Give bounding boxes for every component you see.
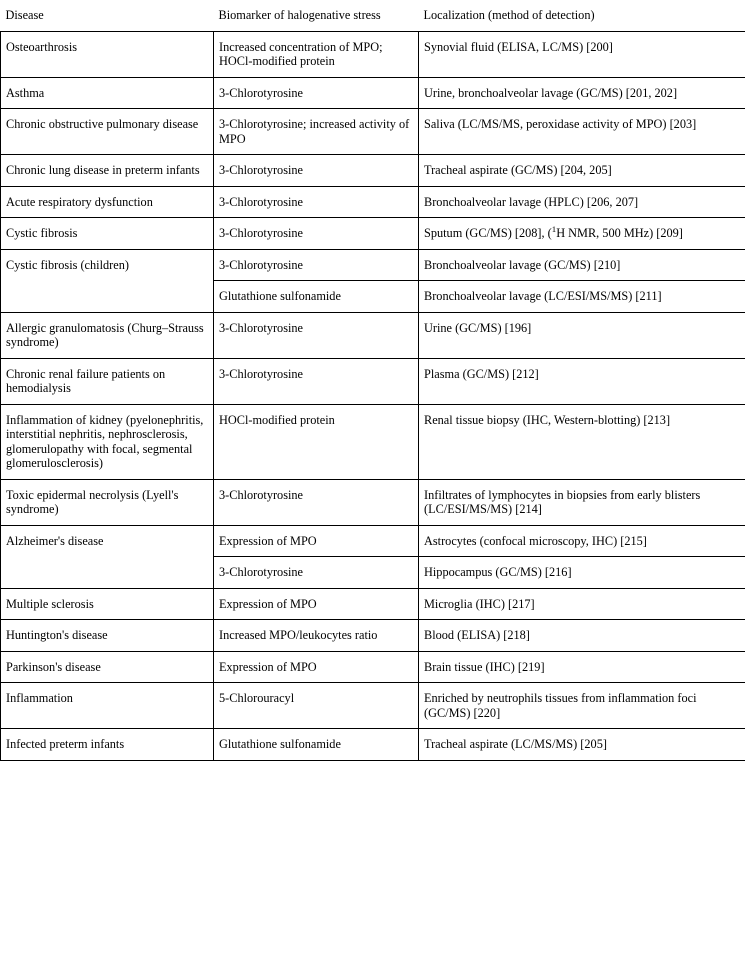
cell-localization: Synovial fluid (ELISA, LC/MS) [200]	[419, 31, 745, 77]
table-row	[1, 249, 745, 281]
cell-biomarker: 3-Chlorotyrosine	[214, 312, 419, 358]
table-row	[1, 358, 745, 404]
cell-localization: Blood (ELISA) [218]	[419, 620, 745, 652]
cell-biomarker: Expression of MPO	[214, 651, 419, 683]
cell-localization: Plasma (GC/MS) [212]	[419, 358, 745, 404]
cell-localization: Renal tissue biopsy (IHC, Western-blotting) [213]	[419, 404, 745, 479]
table-header	[1, 0, 745, 31]
cell-biomarker: 3-Chlorotyrosine	[214, 358, 419, 404]
cell-localization: Hippocampus (GC/MS) [216]	[419, 557, 745, 589]
cell-localization: Enriched by neutrophils tissues from inflammation foci (GC/MS) [220]	[419, 683, 745, 729]
cell-disease: Chronic obstructive pulmonary disease	[1, 109, 214, 155]
table-row	[1, 404, 745, 479]
cell-disease: Chronic renal failure patients on hemodialysis	[1, 358, 214, 404]
cell-disease: Inflammation of kidney (pyelonephritis, interstitial nephritis, nephrosclerosis, glomerulopathy with focal, segmental glomerulosclerosis)	[1, 404, 214, 479]
cell-disease: Acute respiratory dysfunction	[1, 186, 214, 218]
header-row	[1, 0, 745, 31]
column-header-localization: Localization (method of detection)	[423, 8, 595, 22]
cell-biomarker: 3-Chlorotyrosine	[214, 249, 419, 281]
cell-biomarker: 5-Chlorouracyl	[214, 683, 419, 729]
cell-biomarker: Expression of MPO	[214, 588, 419, 620]
table-row	[1, 620, 745, 652]
cell-biomarker: 3-Chlorotyrosine	[214, 479, 419, 525]
cell-localization: Tracheal aspirate (GC/MS) [204, 205]	[419, 155, 745, 187]
cell-biomarker: Increased concentration of MPO; HOCl-modified protein	[214, 31, 419, 77]
cell-biomarker: 3-Chlorotyrosine	[214, 77, 419, 109]
cell-biomarker: 3-Chlorotyrosine	[214, 186, 419, 218]
table-row	[1, 186, 745, 218]
cell-biomarker: 3-Chlorotyrosine; increased activity of MPO	[214, 109, 419, 155]
cell-localization: Sputum (GC/MS) [208], ($^1$H NMR, 500 MHz) [209]	[419, 218, 745, 250]
table-row	[1, 155, 745, 187]
cell-disease: Infected preterm infants	[1, 729, 214, 761]
table-row	[1, 588, 745, 620]
cell-biomarker: 3-Chlorotyrosine	[214, 218, 419, 250]
cell-localization: Urine (GC/MS) [196]	[419, 312, 745, 358]
cell-disease: Inflammation	[1, 683, 214, 729]
table-row	[1, 651, 745, 683]
table-body	[1, 31, 745, 760]
cell-biomarker: Glutathione sulfonamide	[214, 281, 419, 313]
cell-localization: Infiltrates of lymphocytes in biopsies from early blisters (LC/ESI/MS/MS) [214]	[419, 479, 745, 525]
cell-disease: Cystic fibrosis	[1, 218, 214, 250]
cell-disease: Huntington's disease	[1, 620, 214, 652]
table-row	[1, 312, 745, 358]
cell-disease: Chronic lung disease in preterm infants	[1, 155, 214, 187]
cell-disease: Alzheimer's disease	[1, 525, 214, 588]
table-row	[1, 109, 745, 155]
table-row	[1, 479, 745, 525]
cell-biomarker: Increased MPO/leukocytes ratio	[214, 620, 419, 652]
cell-disease: Toxic epidermal necrolysis (Lyell's syndrome)	[1, 479, 214, 525]
cell-localization: Astrocytes (confocal microscopy, IHC) [215]	[419, 525, 745, 557]
table-row	[1, 218, 745, 250]
cell-disease: Asthma	[1, 77, 214, 109]
cell-biomarker: Glutathione sulfonamide	[214, 729, 419, 761]
cell-localization: Bronchoalveolar lavage (LC/ESI/MS/MS) [211]	[419, 281, 745, 313]
cell-disease: Allergic granulomatosis (Churg–Strauss syndrome)	[1, 312, 214, 358]
table-row	[1, 683, 745, 729]
table-row	[1, 77, 745, 109]
column-header-biomarker: Biomarker of halogenative stress	[218, 8, 381, 22]
cell-biomarker: 3-Chlorotyrosine	[214, 155, 419, 187]
table-row	[1, 525, 745, 557]
column-header-disease: Disease	[5, 8, 44, 22]
cell-biomarker: HOCl-modified protein	[214, 404, 419, 479]
cell-localization: Tracheal aspirate (LC/MS/MS) [205]	[419, 729, 745, 761]
cell-localization: Saliva (LC/MS/MS, peroxidase activity of MPO) [203]	[419, 109, 745, 155]
cell-disease: Osteoarthrosis	[1, 31, 214, 77]
cell-localization: Bronchoalveolar lavage (GC/MS) [210]	[419, 249, 745, 281]
cell-disease: Parkinson's disease	[1, 651, 214, 683]
table-row	[1, 729, 745, 761]
cell-localization: Bronchoalveolar lavage (HPLC) [206, 207]	[419, 186, 745, 218]
cell-disease: Multiple sclerosis	[1, 588, 214, 620]
cell-biomarker: Expression of MPO	[214, 525, 419, 557]
cell-biomarker: 3-Chlorotyrosine	[214, 557, 419, 589]
table-row	[1, 31, 745, 77]
cell-disease: Cystic fibrosis (children)	[1, 249, 214, 312]
cell-localization: Brain tissue (IHC) [219]	[419, 651, 745, 683]
cell-localization: Urine, bronchoalveolar lavage (GC/MS) [201, 202]	[419, 77, 745, 109]
cell-localization: Microglia (IHC) [217]	[419, 588, 745, 620]
